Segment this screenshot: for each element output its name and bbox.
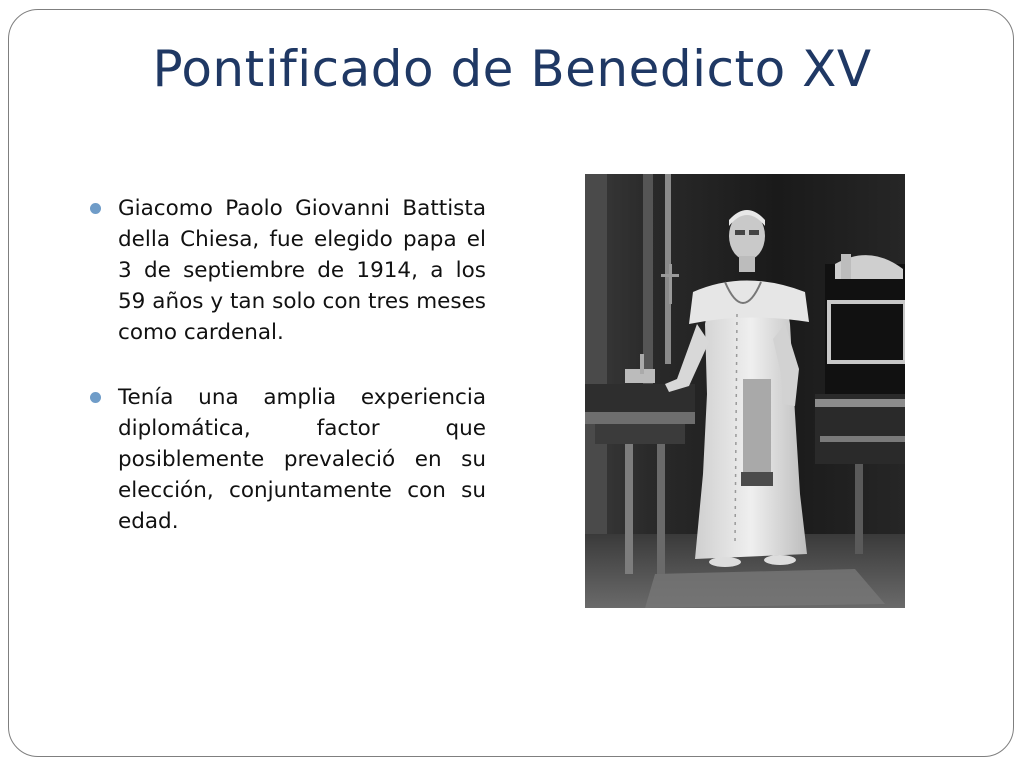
list-item [90, 193, 486, 348]
bullet-text: Tenía una amplia experiencia diplomática, factor que posiblemente prevaleció en su elección, conjuntamente con su edad. [118, 385, 486, 534]
list-item [90, 382, 486, 537]
bullet-icon [90, 392, 101, 403]
pope-portrait-photo [585, 174, 905, 608]
bullet-icon [90, 203, 101, 214]
slide-title: Pontificado de Benedicto XV [152, 40, 872, 98]
bullet-list [90, 193, 486, 571]
bullet-text: Giacomo Paolo Giovanni Battista della Chiesa, fue elegido papa el 3 de septiembre de 1914, a los 59 años y tan solo con tres meses como cardenal. [118, 196, 486, 345]
